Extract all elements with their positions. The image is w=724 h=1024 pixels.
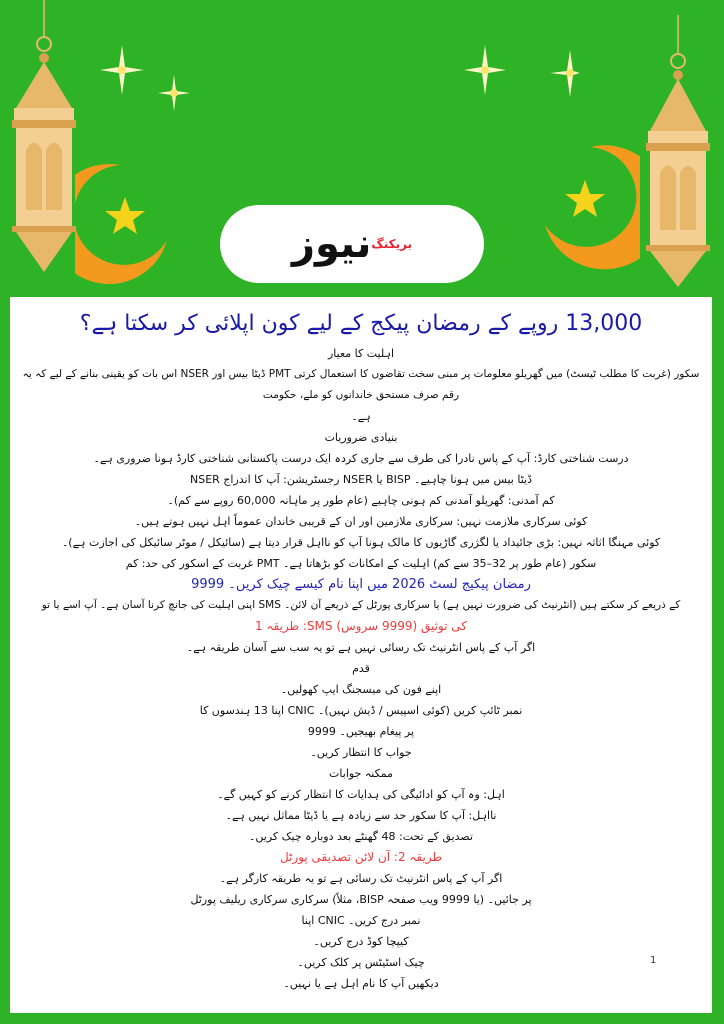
breaking-news-badge: [220, 205, 484, 283]
crescent-star-icon: [75, 160, 175, 290]
paragraph-line: سکور (غربت کا مطلب ٹیسٹ) میں گھریلو معلومات پر مبنی سخت تقاضوں کا استعمال کرتی PMT ڈیٹا بیس اور NSER اس بات کو یقینی بنانے کے لیے کہ یہ رقم صرف مستحق خاندانوں کو ملے، حکومت: [22, 368, 700, 401]
badge-text-news: نیوز: [291, 221, 372, 267]
sparkle-icon: [460, 45, 580, 115]
lantern-icon: [8, 0, 80, 280]
page-number: 1: [650, 955, 657, 966]
list-item: کم آمدنی: گھریلو آمدنی کم ہونی چاہیے (عام طور پر ماہانہ 60,000 روپے سے کم)۔: [167, 494, 555, 507]
section-heading: ممکنہ جوابات: [329, 767, 393, 780]
step-item: پر جائیں۔ (یا 9999 ویب صفحہ BISP، مثلاً) سرکاری سرکاری ریلیف پورٹل: [190, 893, 532, 906]
paragraph-line: ہے۔: [351, 410, 371, 423]
list-item: کوئی سرکاری ملازمت نہیں: سرکاری ملازمین اور ان کے قریبی خاندان عموماً اہل نہیں ہوتے ہیں۔: [134, 515, 588, 528]
list-item: کوئی مہنگا اثاثہ نہیں: بڑی جائیداد یا لگژری گاڑیوں کا مالک ہونا آپ کو نااہل قرار دیتا ہے (سائیکل / موٹر سائیکل کی اجازت ہے)۔: [61, 536, 661, 549]
paragraph-line: کے ذریعے کر سکتے ہیں (انٹرنیٹ کی ضرورت نہیں ہے) یا سرکاری پورٹل کے ذریعے آن لائن۔ SMS اپنی اہلیت کی جانچ کرنا آسان ہے۔ آپ اسے یا تو: [41, 599, 681, 611]
paragraph-line: اگر آپ کے پاس انٹرنیٹ تک رسائی ہے تو یہ طریقہ کارگر ہے۔: [219, 872, 503, 885]
lantern-icon: [642, 15, 714, 290]
step-item: پر پیغام بھیجیں۔ 9999: [307, 725, 415, 738]
response-item: نااہل: آپ کا سکور حد سے زیادہ ہے یا ڈیٹا مماثل نہیں ہے۔: [225, 809, 497, 822]
section-heading: قدم: [352, 662, 370, 675]
list-item: سکور (عام طور پر 32–35 سے کم) اہلیت کے امکانات کو بڑھاتا ہے۔ PMT غربت کے اسکور کی حد: کم: [125, 557, 597, 570]
crescent-star-icon: [540, 145, 640, 275]
step-item: دیکھیں آپ کا نام اہل ہے یا نہیں۔: [283, 977, 439, 990]
step-item: چیک اسٹیٹس پر کلک کریں۔: [297, 956, 425, 969]
article-title: 13,000 روپے کے رمضان پیکج کے لیے کون اپلائی کر سکتا ہے؟: [79, 311, 643, 336]
list-item: ڈیٹا بیس میں ہونا چاہیے۔ BISP یا NSER رجسٹریشن: آپ کا اندراج NSER: [189, 473, 532, 486]
step-item: نمبر درج کریں۔ CNIC اپنا: [301, 914, 421, 927]
section-heading: اہلیت کا معیار: [327, 347, 395, 360]
sparkle-icon: [100, 45, 190, 125]
badge-text-breaking: بریکنگ: [371, 237, 413, 251]
step-item: نمبر ٹائپ کریں (کوئی اسپیس / ڈیش نہیں)۔ CNIC اپنا 13 ہندسوں کا: [199, 704, 523, 717]
response-item: اہل: وہ آپ کو ادائیگی کی ہدایات کا انتظار کرنے کو کہیں گے۔: [217, 788, 505, 801]
article-page: [10, 297, 712, 1013]
subheading-method-2: طریقہ 2: آن لائن تصدیقی پورٹل: [279, 850, 443, 864]
response-item: تصدیق کے تحت: 48 گھنٹے بعد دوبارہ چیک کریں۔: [248, 830, 473, 843]
subheading-check-name: رمضان پیکیج لسٹ 2026 میں اپنا نام کیسے چیک کریں۔ 9999: [191, 577, 531, 592]
header-banner: [0, 0, 724, 296]
paragraph-line: اگر آپ کے پاس انٹرنیٹ تک رسائی نہیں ہے تو یہ سب سے آسان طریقہ ہے۔: [186, 641, 536, 654]
step-item: جواب کا انتظار کریں۔: [310, 746, 412, 759]
list-item: درست شناختی کارڈ: آپ کے پاس نادرا کی طرف سے جاری کردہ ایک درست پاکستانی شناختی کارڈ ہونا ضروری ہے۔: [93, 452, 629, 465]
step-item: کیپچا کوڈ درج کریں۔: [313, 935, 409, 948]
step-item: اپنے فون کی میسجنگ ایپ کھولیں۔: [280, 683, 442, 696]
section-heading: بنیادی ضروریات: [324, 431, 398, 444]
subheading-method-1: کی توثیق (9999 سروس) SMS: طریقہ 1: [254, 619, 468, 633]
